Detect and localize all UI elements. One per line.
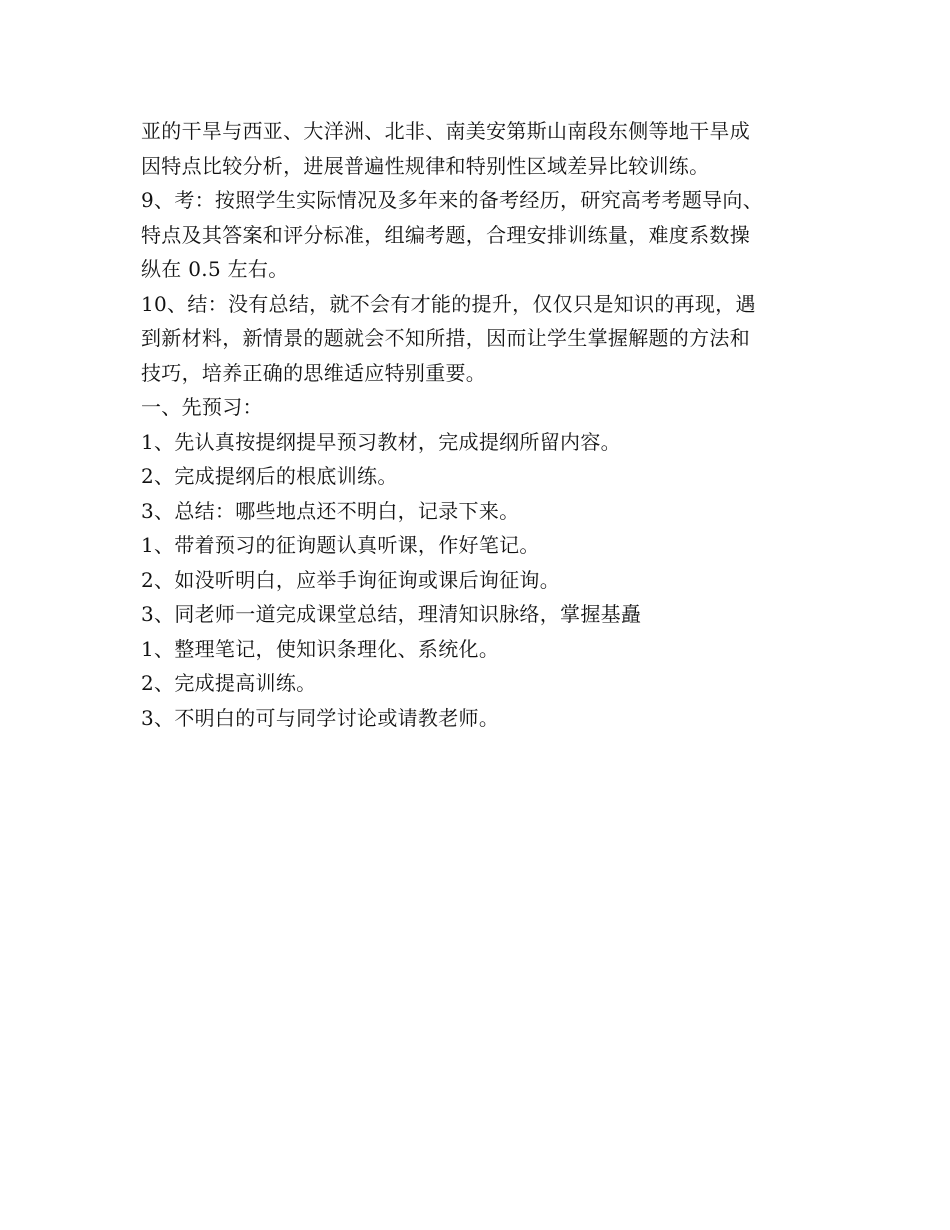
- list-item: 3、总结：哪些地点还不明白，记录下来。: [141, 498, 520, 523]
- text-line: 9、考：按照学生实际情况及多年来的备考经历，研究高考考题导向、: [141, 188, 764, 212]
- list-item: 1、带着预习的征询题认真听课，作好笔记。: [141, 533, 540, 557]
- text-line: 10、结：没有总结，就不会有才能的提升，仅仅只是知识的再现，遇: [141, 291, 756, 316]
- document-body: [141, 114, 821, 735]
- list-item: 3、不明白的可与同学讨论或请教老师。: [141, 705, 500, 730]
- section-heading: 一、先预习：: [141, 395, 263, 419]
- text-line: 因特点比较分析，进展普遍性规律和特别性区域差异比较训练。: [141, 153, 710, 178]
- text-line: 亚的干旱与西亚、大洋洲、北非、南美安第斯山南段东侧等地干旱成: [141, 119, 750, 143]
- list-item: 2、完成提高训练。: [141, 671, 317, 695]
- list-item: 3、同老师一道完成课堂总结，理清知识脉络，掌握基矗: [141, 602, 642, 626]
- list-item: 2、如没听明白，应举手询征询或课后询征询。: [141, 567, 561, 592]
- text-line: 到新材料，新情景的题就会不知所措，因而让学生掌握解题的方法和: [141, 326, 750, 350]
- text-line: 技巧，培养正确的思维适应特别重要。: [141, 360, 487, 385]
- list-item: 2、完成提纲后的根底训练。: [141, 464, 398, 488]
- text-line: 特点及其答案和评分标准，组编考题，合理安排训练量，难度系数操: [141, 222, 750, 247]
- list-item: 1、先认真按提纲提早预习教材，完成提纲所留内容。: [141, 429, 621, 454]
- list-item: 1、整理笔记，使知识条理化、系统化。: [141, 636, 500, 661]
- text-line: 纵在 0.5 左右。: [141, 257, 289, 281]
